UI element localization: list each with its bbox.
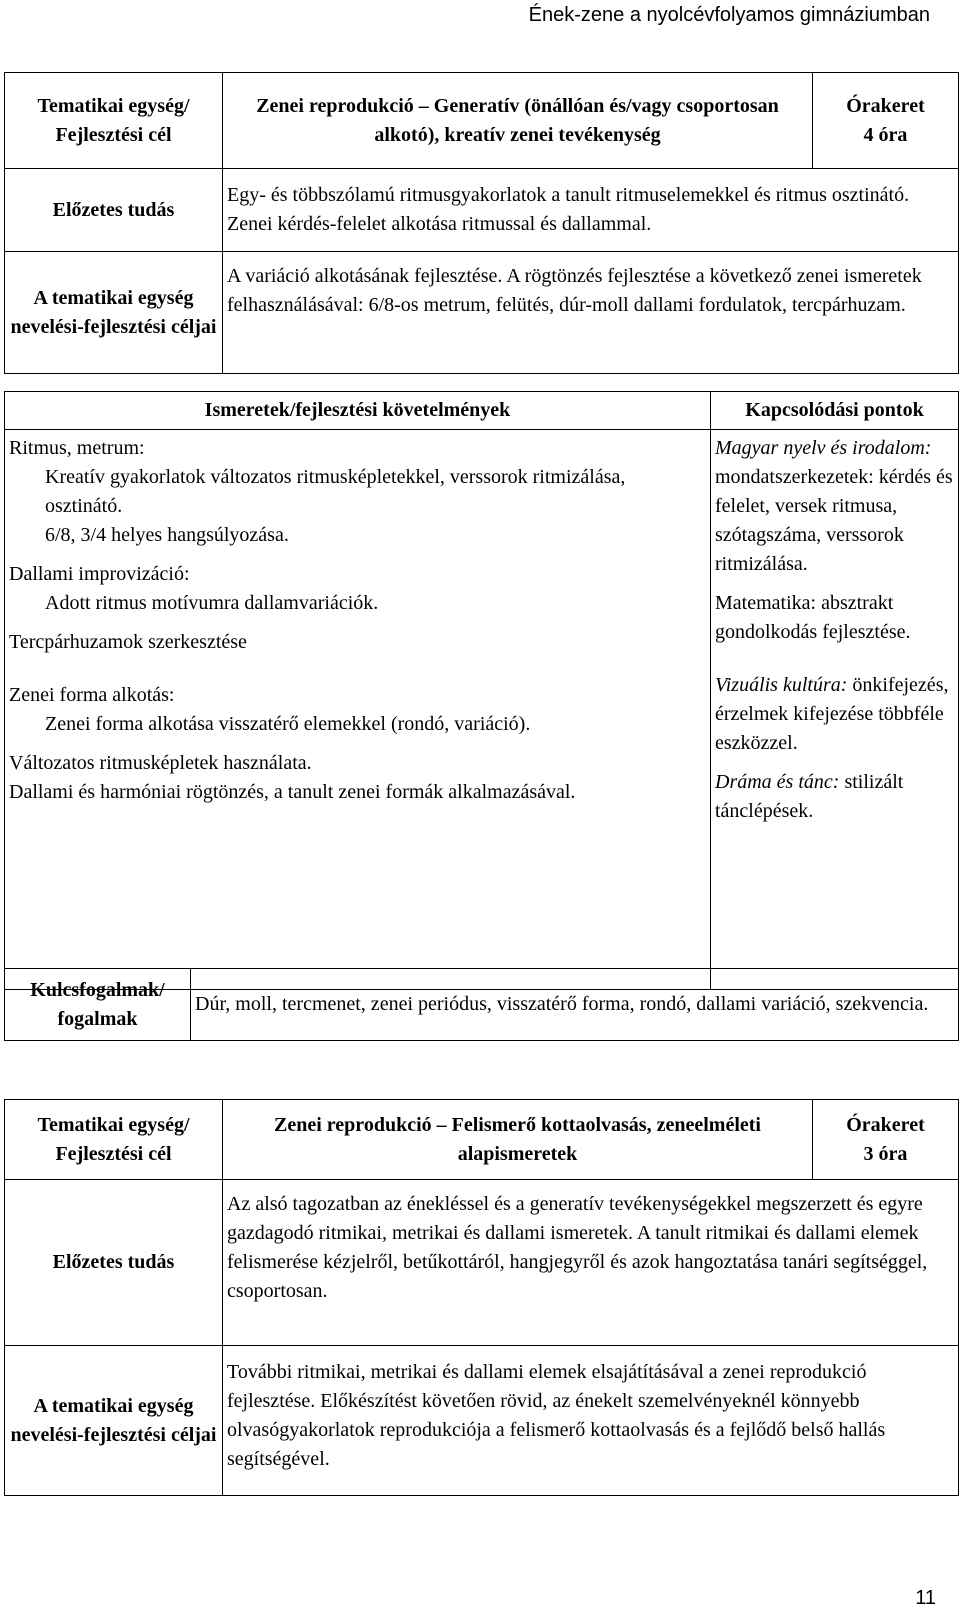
connections-cell xyxy=(711,430,959,990)
goals-text: További ritmikai, metrikai és dallami elemek elsajátításával a zenei reprodukció fejlesztése. Előkészítést követően rövid, az énekelt szemelvényeknél könnyebb olvasógyakorlatok reprodukciója a felismerő kottaolvasás és a fejlődő belső hallás segítségével. xyxy=(223,1346,959,1496)
prior-knowledge-text: Az alsó tagozatban az énekléssel és a generatív tevékenységekkel megszerzett és egyre gazdagodó ritmikai, metrikai és dallami ismeretek. A tanult ritmikai és dallami elemek felismerése kézjelről, betűkottáról, hangjegyről és azok hangoztatása tanári segítséggel, csoportosan. xyxy=(223,1180,959,1346)
unit-table-2 xyxy=(4,1099,959,1496)
rhythm-label: Ritmus, metrum: xyxy=(9,437,145,459)
unit-label: Tematikai egység/ Fejlesztési cél xyxy=(5,1100,223,1180)
prior-knowledge-label: Előzetes tudás xyxy=(5,1180,223,1346)
connection-math: Matematika: absztrakt gondolkodás fejlesztése. xyxy=(715,592,911,643)
rhythm-line-2: 6/8, 3/4 helyes hangsúlyozása. xyxy=(45,524,289,546)
time-frame-value: 3 óra xyxy=(863,1142,908,1165)
goals-text: A variáció alkotásának fejlesztése. A rögtönzés fejlesztése a következő zenei ismeretek felhasználásával: 6/8-os metrum, felütés, dúr-moll dallami fordulatok, tercpárhuzam. xyxy=(223,252,959,374)
connection-hungarian xyxy=(715,434,954,579)
goals-label: A tematikai egység nevelési-fejlesztési céljai xyxy=(5,1346,223,1496)
requirements-header: Ismeretek/fejlesztési követelmények xyxy=(5,392,711,430)
time-frame-value: 4 óra xyxy=(863,123,908,146)
requirements-table xyxy=(4,391,959,990)
improvisation: Dallami és harmóniai rögtönzés, a tanult zenei formák alkalmazásával. xyxy=(9,781,576,803)
connection-drama-text: stilizált tánclépések. xyxy=(715,771,904,822)
prior-knowledge-label: Előzetes tudás xyxy=(5,169,223,252)
connection-visual-text: önkifejezés, érzelmek kifejezése többféle eszközzel. xyxy=(715,674,949,754)
form-label: Zenei forma alkotás: xyxy=(9,684,175,706)
melodic-line-1: Adott ritmus motívumra dallamvariációk. xyxy=(45,592,379,614)
time-frame-label: Órakeret xyxy=(846,1113,925,1136)
prior-knowledge-text: Egy- és többszólamú ritmusgyakorlatok a tanult ritmuselemekkel és ritmus osztinátó. Zenei kérdés-felelet alkotása ritmussal és dallammal. xyxy=(223,169,959,252)
unit-title: Zenei reprodukció – Felismerő kottaolvasás, zeneelméleti alapismeretek xyxy=(223,1100,813,1180)
unit-label: Tematikai egység/ Fejlesztési cél xyxy=(5,73,223,169)
melodic-label: Dallami improvizáció: xyxy=(9,563,190,585)
connection-hungarian-label: Magyar nyelv és irodalom: xyxy=(715,437,932,459)
connection-drama xyxy=(715,768,954,826)
connections-header: Kapcsolódási pontok xyxy=(711,392,959,430)
rhythm-line-1: Kreatív gyakorlatok változatos ritmusképletekkel, verssorok ritmizálása, osztinátó. xyxy=(45,466,626,517)
goals-label: A tematikai egység nevelési-fejlesztési céljai xyxy=(5,252,223,374)
time-frame-label: Órakeret xyxy=(846,94,925,117)
document-header-title: Ének-zene a nyolcévfolyamos gimnáziumban xyxy=(528,4,930,26)
connection-hungarian-text: mondatszerkezetek: kérdés és felelet, versek ritmusa, szótagszáma, verssorok ritmizálása. xyxy=(715,466,953,575)
parallel-thirds: Tercpárhuzamok szerkesztése xyxy=(9,631,247,653)
connection-drama-label: Dráma és tánc: xyxy=(715,771,840,793)
connection-visual-label: Vizuális kultúra: xyxy=(715,674,848,696)
varied-rhythms: Változatos ritmusképletek használata. xyxy=(9,752,312,774)
unit-table-1 xyxy=(4,72,959,374)
unit-title: Zenei reprodukció – Generatív (önállóan és/vagy csoportosan alkotó), kreatív zenei tevékenység xyxy=(223,73,813,169)
form-line-1: Zenei forma alkotása visszatérő elemekkel (rondó, variáció). xyxy=(45,713,531,735)
time-frame-cell xyxy=(813,1100,959,1180)
key-concepts-label: Kulcsfogalmak/ fogalmak xyxy=(5,969,191,1041)
page-number: 11 xyxy=(915,1587,936,1609)
key-concepts-table xyxy=(4,968,959,1041)
time-frame-cell xyxy=(813,73,959,169)
key-concepts-text: Dúr, moll, tercmenet, zenei periódus, visszatérő forma, rondó, dallami variáció, szekvencia. xyxy=(191,969,959,1041)
connection-visual xyxy=(715,671,954,758)
requirements-cell xyxy=(5,430,711,990)
